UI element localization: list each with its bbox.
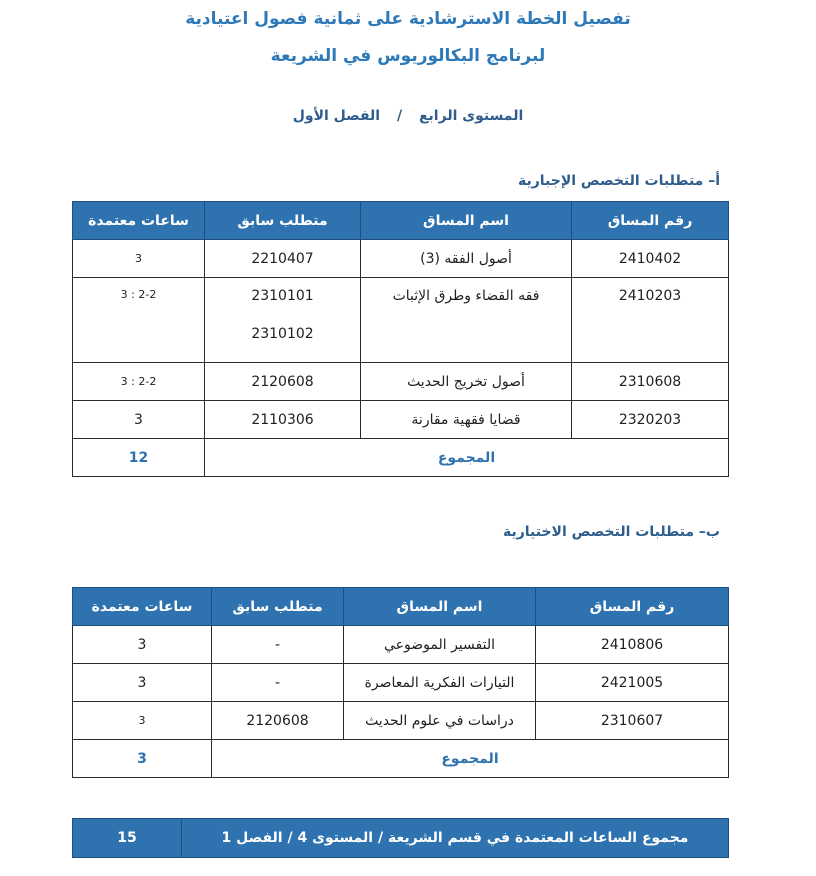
- prerequisite: 2210407: [205, 240, 361, 278]
- total-label: المجموع: [212, 740, 729, 778]
- summary-label: مجموع الساعات المعتمدة في قسم الشريعة / المستوى 4 / الفصل 1: [182, 819, 729, 858]
- credit-hours: 3: [73, 240, 205, 278]
- course-name: أصول الفقه (3): [361, 240, 572, 278]
- table-row: [73, 240, 729, 278]
- table-row: [73, 664, 729, 702]
- course-name: قضايا فقهية مقارنة: [361, 401, 572, 439]
- total-row: [73, 439, 729, 477]
- document-subtitle: لبرنامج البكالوريوس في الشريعة: [270, 46, 546, 66]
- course-code: 2310608: [572, 363, 729, 401]
- course-name: دراسات في علوم الحديث: [344, 702, 536, 740]
- summary-value: 15: [73, 819, 182, 858]
- credit-hours: [73, 363, 205, 401]
- col-course-code: رقم المساق: [572, 202, 729, 240]
- summary-row: [73, 819, 729, 858]
- semester-label: الفصل الأول: [292, 108, 381, 124]
- col-prerequisite: متطلب سابق: [205, 202, 361, 240]
- table-row: [73, 278, 729, 363]
- course-code: 2310607: [536, 702, 729, 740]
- section-b-heading: ب– متطلبات التخصص الاختيارية: [502, 524, 720, 540]
- prerequisite-cell: [205, 278, 361, 363]
- col-course-name: اسم المساق: [344, 588, 536, 626]
- section-a-heading: أ– متطلبات التخصص الإجبارية: [517, 173, 720, 189]
- course-name: فقه القضاء وطرق الإثبات: [361, 278, 572, 363]
- course-name: التفسير الموضوعي: [344, 626, 536, 664]
- prerequisite: 2310102: [251, 326, 314, 342]
- table-row: [73, 401, 729, 439]
- col-credit-hours: ساعات معتمدة: [73, 202, 205, 240]
- total-value: 3: [73, 740, 212, 778]
- credit-hours: 3: [73, 664, 212, 702]
- total-label: المجموع: [205, 439, 729, 477]
- table-header-row: [73, 588, 729, 626]
- table-row: [73, 363, 729, 401]
- credit-hours: 3: [73, 702, 212, 740]
- course-code: 2410806: [536, 626, 729, 664]
- credit-hours: 3: [73, 401, 205, 439]
- credit-hours-value: 3 : 2-2: [120, 288, 157, 301]
- table-row: [73, 626, 729, 664]
- course-name: التيارات الفكرية المعاصرة: [344, 664, 536, 702]
- total-value: 12: [73, 439, 205, 477]
- course-code: 2320203: [572, 401, 729, 439]
- summary-table: [72, 818, 729, 858]
- prerequisite: 2310101: [251, 288, 314, 304]
- col-course-name: اسم المساق: [361, 202, 572, 240]
- compulsory-courses-table: [72, 201, 729, 477]
- level-separator: /: [396, 108, 403, 124]
- total-row: [73, 740, 729, 778]
- document-title: تفصيل الخطة الاسترشادية على ثمانية فصول اعتيادية: [185, 9, 631, 29]
- credit-hours: [73, 278, 205, 363]
- course-name: أصول تخريج الحديث: [361, 363, 572, 401]
- level-label: المستوى الرابع: [418, 108, 524, 124]
- level-semester-line: [0, 108, 816, 124]
- elective-courses-table: [72, 587, 729, 778]
- col-prerequisite: متطلب سابق: [212, 588, 344, 626]
- col-credit-hours: ساعات معتمدة: [73, 588, 212, 626]
- course-code: 2410203: [572, 278, 729, 363]
- prerequisite: 2110306: [205, 401, 361, 439]
- credit-hours-value: 3 : 2-2: [120, 375, 157, 388]
- credit-hours: 3: [73, 626, 212, 664]
- course-code: 2410402: [572, 240, 729, 278]
- prerequisite: -: [212, 664, 344, 702]
- prerequisite: 2120608: [205, 363, 361, 401]
- course-code: 2421005: [536, 664, 729, 702]
- prerequisite: -: [212, 626, 344, 664]
- table-header-row: [73, 202, 729, 240]
- col-course-code: رقم المساق: [536, 588, 729, 626]
- table-row: [73, 702, 729, 740]
- prerequisite: 2120608: [212, 702, 344, 740]
